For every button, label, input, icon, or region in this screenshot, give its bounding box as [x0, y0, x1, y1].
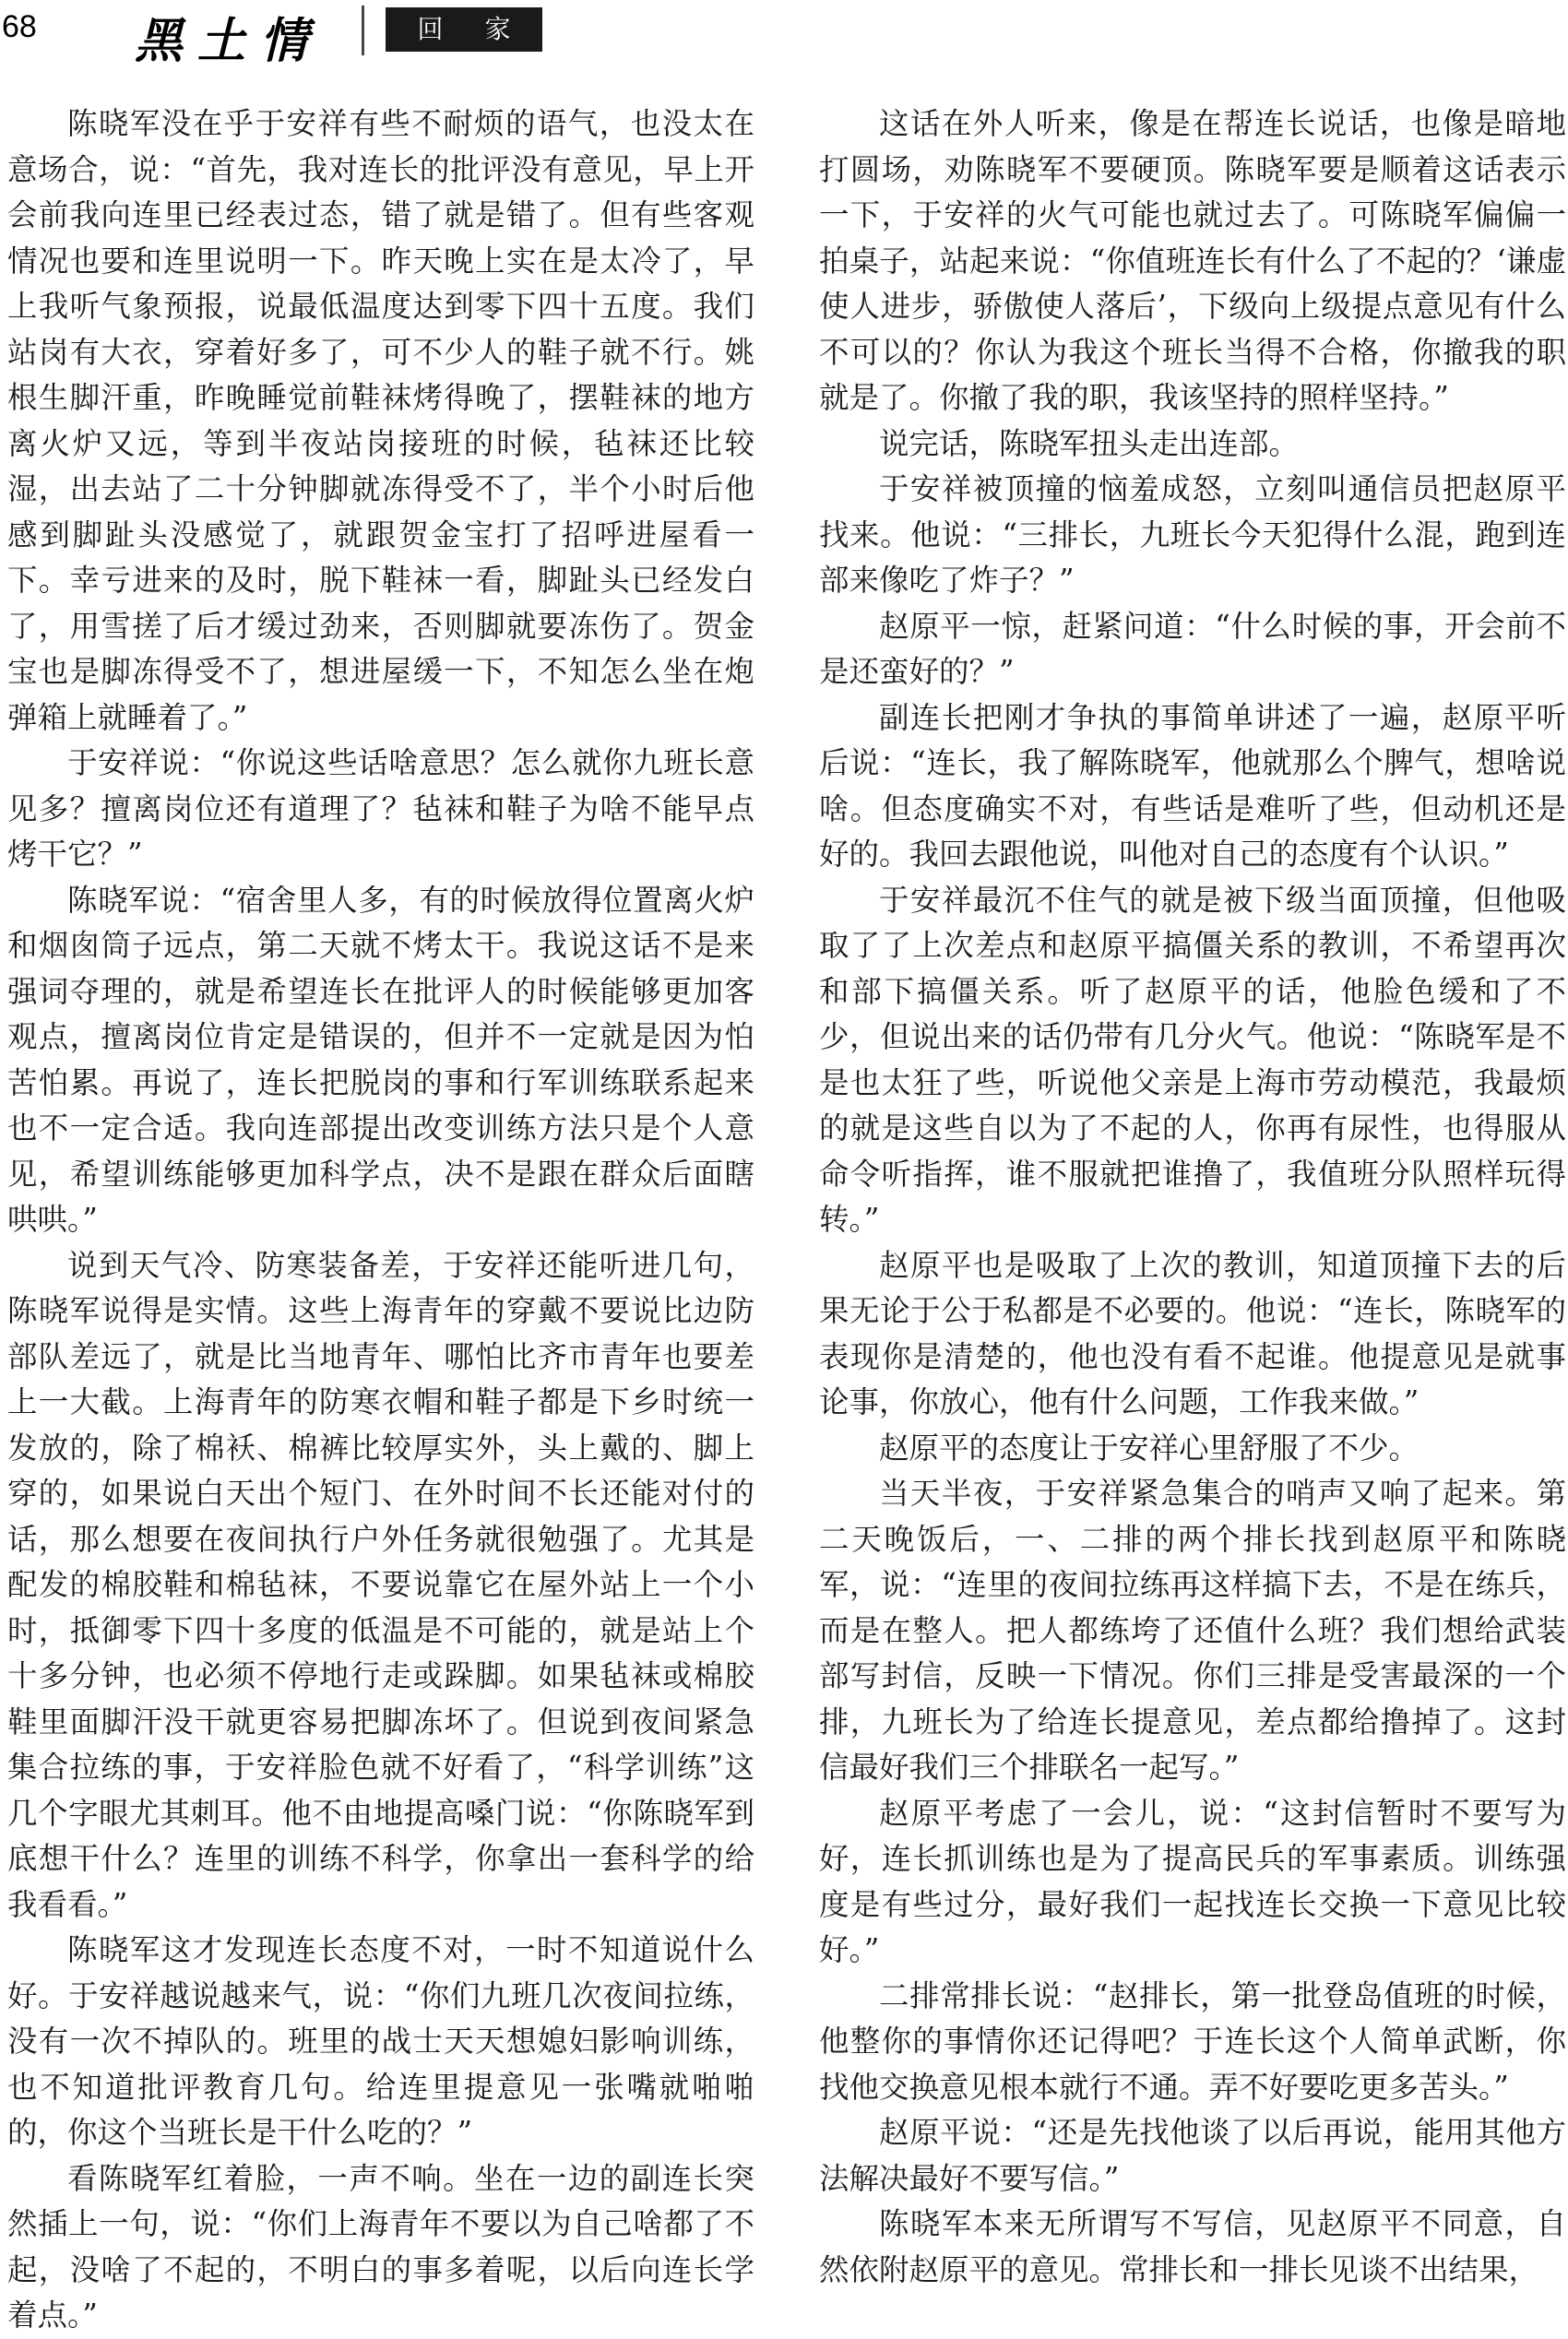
- magazine-title: 黑土情: [135, 13, 324, 69]
- paragraph: 于安祥最沉不住气的就是被下级当面顶撞，但他吸取了了上次差点和赵原平搞僵关系的教训，不希望再次和部下搞僵关系。听了赵原平的话，他脸色缓和了不少，但说出来的话仍带有几分火气。他说：“陈晓军是不是也太狂了些，听说他父亲是上海市劳动模范，我最烦的就是这些自以为了不起的人，你再有尿性，也得服从命令听指挥，谁不服就把谁撸了，我值班分队照样玩得转。”: [819, 882, 1566, 1237]
- paragraph: 赵原平考虑了一会儿，说：“这封信暂时不要写为好，连长抓训练也是为了提高民兵的军事素质。训练强度是有些过分，最好我们一起找连长交换一下意见比较好。”: [819, 1795, 1566, 1967]
- paragraph: 赵原平说：“还是先找他谈了以后再说，能用其他方法解决最好不要写信。”: [819, 2115, 1566, 2196]
- paragraph: 这话在外人听来，像是在帮连长说话，也像是暗地打圆场，劝陈晓军不要硬顶。陈晓军要是顺着这话表示一下，于安祥的火气可能也就过去了。可陈晓军偏偏一拍桌子，站起来说：“你值班连长有什么了不起的？‘谦虚使人进步，骄傲使人落后’，下级向上级提点意见有什么不可以的？你认为我这个班长当得不合格，你撤我的职就是了。你撤了我的职，我该坚持的照样坚持。”: [819, 106, 1566, 415]
- paragraph: 看陈晓军红着脸，一声不响。坐在一边的副连长突然插上一句，说：“你们上海青年不要以为自己啥都了不起，没啥了不起的，不明白的事多着呢，以后向连长学着点。”: [7, 2160, 754, 2333]
- paragraph: 二排常排长说：“赵排长，第一批登岛值班的时候，他整你的事情你还记得吧？于连长这个人简单武断，你找他交换意见根本就行不通。弄不好要吃更多苦头。”: [819, 1977, 1566, 2105]
- paragraph: 赵原平也是吸取了上次的教训，知道顶撞下去的后果无论于公于私都是不必要的。他说：“连长，陈晓军的表现你是清楚的，他也没有看不起谁。他提意见是就事论事，你放心，他有什么问题，工作我来做。”: [819, 1247, 1566, 1419]
- paragraph: 陈晓军没在乎于安祥有些不耐烦的语气，也没太在意场合，说：“首先，我对连长的批评没有意见，早上开会前我向连里已经表过态，错了就是错了。但有些客观情况也要和连里说明一下。昨天晚上实在是太冷了，早上我听气象预报，说最低温度达到零下四十五度。我们站岗有大衣，穿着好多了，可不少人的鞋子就不行。姚根生脚汗重，昨晚睡觉前鞋袜烤得晚了，摆鞋袜的地方离火炉又远，等到半夜站岗接班的时候，毡袜还比较湿，出去站了二十分钟脚就冻得受不了，半个小时后他感到脚趾头没感觉了，就跟贺金宝打了招呼进屋看一下。幸亏进来的及时，脱下鞋袜一看，脚趾头已经发白了，用雪搓了后才缓过劲来，否则脚就要冻伤了。贺金宝也是脚冻得受不了，想进屋缓一下，不知怎么坐在炮弹箱上就睡着了。”: [7, 106, 754, 735]
- paragraph: 说完话，陈晓军扭头走出连部。: [879, 425, 1300, 461]
- paragraph: 陈晓军这才发现连长态度不对，一时不知道说什么好。于安祥越说越来气，说：“你们九班几次夜间拉练，没有一次不掉队的。班里的战士天天想媳妇影响训练，也不知道批评教育几句。给连里提意见一张嘴就啪啪的，你这个当班长是干什么吃的？”: [7, 1932, 754, 2150]
- right-column: [819, 101, 1566, 2287]
- paragraph: 赵原平一惊，赶紧问道：“什么时候的事，开会前不是还蛮好的？”: [819, 608, 1566, 689]
- paragraph: 副连长把刚才争执的事简单讲述了一遍，赵原平听后说：“连长，我了解陈晓军，他就那么个脾气，想啥说啥。但态度确实不对，有些话是难听了些，但动机还是好的。我回去跟他说，叫他对自己的态度有个认识。”: [819, 699, 1566, 872]
- paragraph: 于安祥被顶撞的恼羞成怒，立刻叫通信员把赵原平找来。他说：“三排长，九班长今天犯得什么混，跑到连部来像吃了炸子？”: [819, 471, 1566, 598]
- paragraph: 说到天气冷、防寒装备差，于安祥还能听进几句，陈晓军说得是实情。这些上海青年的穿戴不要说比边防部队差远了，就是比当地青年、哪怕比齐市青年也要差上一大截。上海青年的防寒衣帽和鞋子都是下乡时统一发放的，除了棉袄、棉裤比较厚实外，头上戴的、脚上穿的，如果说白天出个短门、在外时间不长还能对付的话，那么想要在夜间执行户外任务就很勉强了。尤其是配发的棉胶鞋和棉毡袜，不要说靠它在屋外站上一个小时，抵御零下四十多度的低温是不可能的，就是站上个十多分钟，也必须不停地行走或跺脚。如果毡袜或棉胶鞋里面脚汗没干就更容易把脚冻坏了。但说到夜间紧急集合拉练的事，于安祥脸色就不好看了，“科学训练”这几个字眼尤其刺耳。他不由地提高嗓门说：“你陈晓军到底想干什么？连里的训练不科学，你拿出一套科学的给我看看。”: [7, 1247, 754, 1922]
- paragraph: 陈晓军说：“宿舍里人多，有的时候放得位置离火炉和烟囱筒子远点，第二天就不烤太干。我说这话不是来强词夺理的，就是希望连长在批评人的时候能够更加客观点，擅离岗位肯定是错误的，但并不一定就是因为怕苦怕累。再说了，连长把脱岗的事和行军训练联系起来也不一定合适。我向连部提出改变训练方法只是个人意见，希望训练能够更加科学点，决不是跟在群众后面瞎哄哄。”: [7, 882, 754, 1237]
- section-tag: 回 家: [386, 7, 542, 52]
- header-divider: [362, 6, 364, 55]
- paragraph: 当天半夜，于安祥紧急集合的哨声又响了起来。第二天晚饭后，一、二排的两个排长找到赵原平和陈晓军，说：“连里的夜间拉练再这样搞下去，不是在练兵，而是在整人。把人都练垮了还值什么班？我们想给武装部写封信，反映一下情况。你们三排是受害最深的一个排，九班长为了给连长提意见，差点都给撸掉了。这封信最好我们三个排联名一起写。”: [819, 1476, 1566, 1785]
- paragraph: 赵原平的态度让于安祥心里舒服了不少。: [879, 1430, 1420, 1466]
- paragraph: 陈晓军本来无所谓写不写信，见赵原平不同意，自然依附赵原平的意见。常排长和一排长见谈不出结果，: [819, 2206, 1566, 2287]
- paragraph: 于安祥说：“你说这些话啥意思？怎么就你九班长意见多？擅离岗位还有道理了？毡袜和鞋子为啥不能早点烤干它？”: [7, 745, 754, 872]
- left-column: [7, 101, 754, 2333]
- page-header: [0, 0, 1568, 69]
- page-number: 68: [2, 9, 37, 44]
